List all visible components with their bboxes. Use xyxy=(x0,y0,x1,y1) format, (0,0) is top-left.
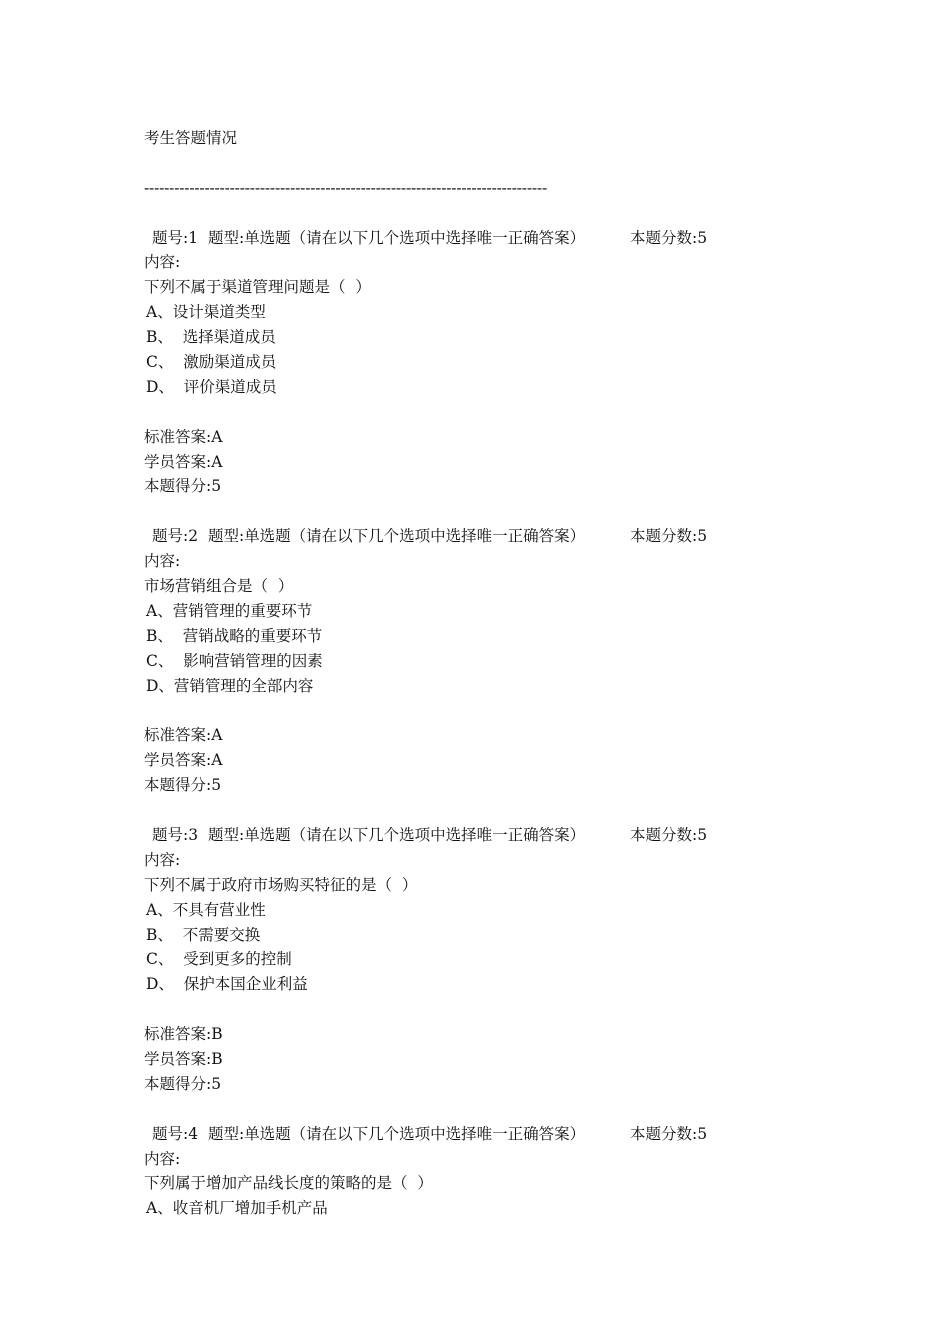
option-d: D、 评价渠道成员 xyxy=(146,377,277,396)
question-stem: 下列属于增加产品线长度的策略的是（ ） xyxy=(144,1174,433,1193)
question-block-4 xyxy=(144,1122,844,1222)
question-score: 本题分数:5 xyxy=(630,228,708,247)
standard-answer: 标准答案:A xyxy=(144,427,223,446)
option-b: B、 选择渠道成员 xyxy=(146,328,276,347)
spacer xyxy=(144,151,844,176)
question-info: 题号:4 题型:单选题（请在以下几个选项中选择唯一正确答案） xyxy=(152,1124,586,1143)
student-answer: 学员答案:A xyxy=(144,452,223,471)
page-title: 考生答题情况 xyxy=(144,129,238,147)
option-c: C、 影响营销管理的因素 xyxy=(146,651,323,670)
standard-answer: 标准答案:B xyxy=(144,1025,223,1044)
option-a: A、不具有营业性 xyxy=(146,900,266,919)
spacer xyxy=(144,997,844,1022)
question-header xyxy=(144,226,844,251)
student-answer: 学员答案:A xyxy=(144,751,223,770)
option-c: C、 受到更多的控制 xyxy=(146,950,292,969)
spacer xyxy=(144,499,844,524)
question-block-2 xyxy=(144,524,844,823)
spacer xyxy=(144,400,844,425)
student-answer: 学员答案:B xyxy=(144,1049,223,1068)
earned-score: 本题得分:5 xyxy=(144,776,222,795)
spacer xyxy=(144,1097,844,1122)
question-block-1 xyxy=(144,226,844,525)
question-stem: 下列不属于政府市场购买特征的是（ ） xyxy=(144,875,418,894)
separator-line: -------------------------------------------------------------------------------- xyxy=(144,178,547,197)
content-label: 内容: xyxy=(144,1149,181,1168)
earned-score: 本题得分:5 xyxy=(144,1074,222,1093)
question-stem: 市场营销组合是（ ） xyxy=(144,577,294,596)
spacer xyxy=(144,201,844,226)
option-c: C、 激励渠道成员 xyxy=(146,353,277,372)
question-info: 题号:2 题型:单选题（请在以下几个选项中选择唯一正确答案） xyxy=(152,527,586,546)
option-a: A、设计渠道类型 xyxy=(146,303,266,322)
content-label: 内容: xyxy=(144,850,181,869)
option-a: A、营销管理的重要环节 xyxy=(146,601,313,620)
question-score: 本题分数:5 xyxy=(630,825,708,844)
standard-answer: 标准答案:A xyxy=(144,726,223,745)
question-score: 本题分数:5 xyxy=(630,527,708,546)
question-stem: 下列不属于渠道管理问题是（ ） xyxy=(144,278,371,297)
question-info: 题号:3 题型:单选题（请在以下几个选项中选择唯一正确答案） xyxy=(152,825,586,844)
option-a: A、收音机厂增加手机产品 xyxy=(146,1199,328,1218)
earned-score: 本题得分:5 xyxy=(144,477,222,496)
question-header xyxy=(144,1122,844,1147)
content-label: 内容: xyxy=(144,552,181,571)
content-label: 内容: xyxy=(144,253,181,272)
spacer xyxy=(144,698,844,723)
question-header xyxy=(144,823,844,848)
option-b: B、 不需要交换 xyxy=(146,925,261,944)
document-page xyxy=(144,126,844,1221)
question-block-3 xyxy=(144,823,844,1122)
question-header xyxy=(144,524,844,549)
option-b: B、 营销战略的重要环节 xyxy=(146,626,323,645)
question-score: 本题分数:5 xyxy=(630,1124,708,1143)
question-info: 题号:1 题型:单选题（请在以下几个选项中选择唯一正确答案） xyxy=(152,228,586,247)
option-d: D、 保护本国企业利益 xyxy=(146,975,308,994)
spacer xyxy=(144,798,844,823)
option-d: D、营销管理的全部内容 xyxy=(146,676,314,695)
